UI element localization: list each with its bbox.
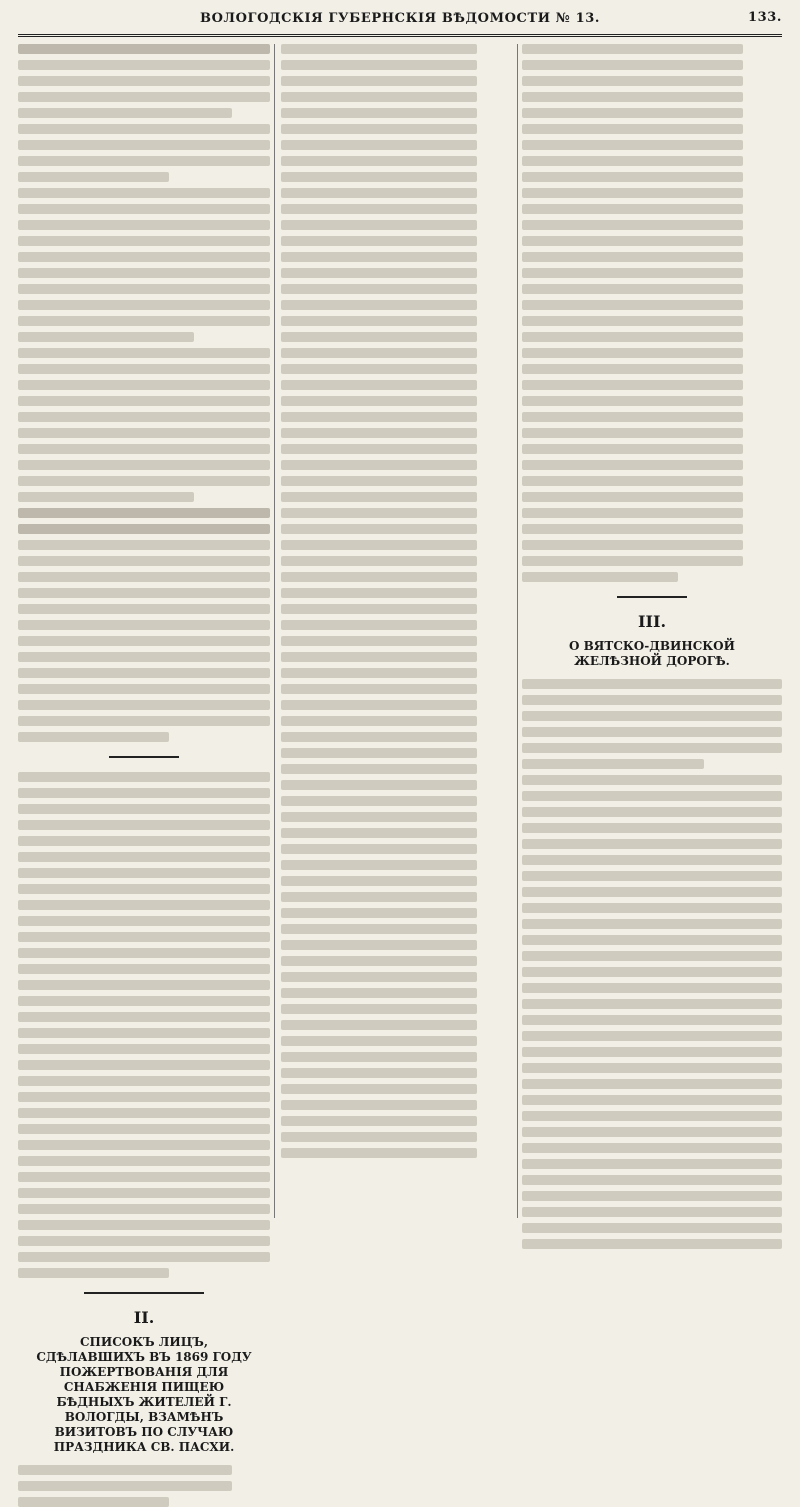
section-title: О ВЯТСКО-ДВИНСКОЙ ЖЕЛѢЗНОЙ ДОРОГѢ.: [569, 639, 735, 668]
separator: [617, 596, 687, 598]
header-rule: [18, 34, 782, 37]
article-text-block: [18, 44, 270, 742]
donor-list: [281, 44, 511, 1158]
donor-list: [18, 1465, 270, 1507]
left-column: [18, 44, 270, 1454]
separator: [109, 756, 179, 758]
separator: [84, 1292, 204, 1294]
section-title: СПИСОКЪ ЛИЦЪ, СДѢЛАВШИХЪ ВЪ 1869 ГОДУ ПОЖЕРТВОВАНІЯ ДЛЯ СНАБЖЕНІЯ ПИЩЕЮ БѢДНЫХЪ ЖИТЕЛЕЙ Г. ВОЛОГДЫ, ВЗАМѢНЪ ВИЗИТОВЪ ПО СЛУЧАЮ ПРАЗДНИКА СВ. ПАСХИ.: [36, 1335, 252, 1454]
page-title: ВОЛОГОДСКІЯ ГУБЕРНСКІЯ ВѢДОМОСТИ № 13.: [199, 10, 600, 26]
section-numeral: II.: [133, 1308, 155, 1327]
article-text-block: [18, 772, 270, 1278]
right-column: [522, 44, 782, 1218]
donor-list: [522, 44, 782, 582]
page-number: 133.: [747, 10, 782, 25]
page-header: [18, 6, 782, 30]
middle-column: [274, 44, 518, 1218]
article-text-block: [522, 679, 782, 1249]
section-numeral: III.: [637, 612, 667, 631]
